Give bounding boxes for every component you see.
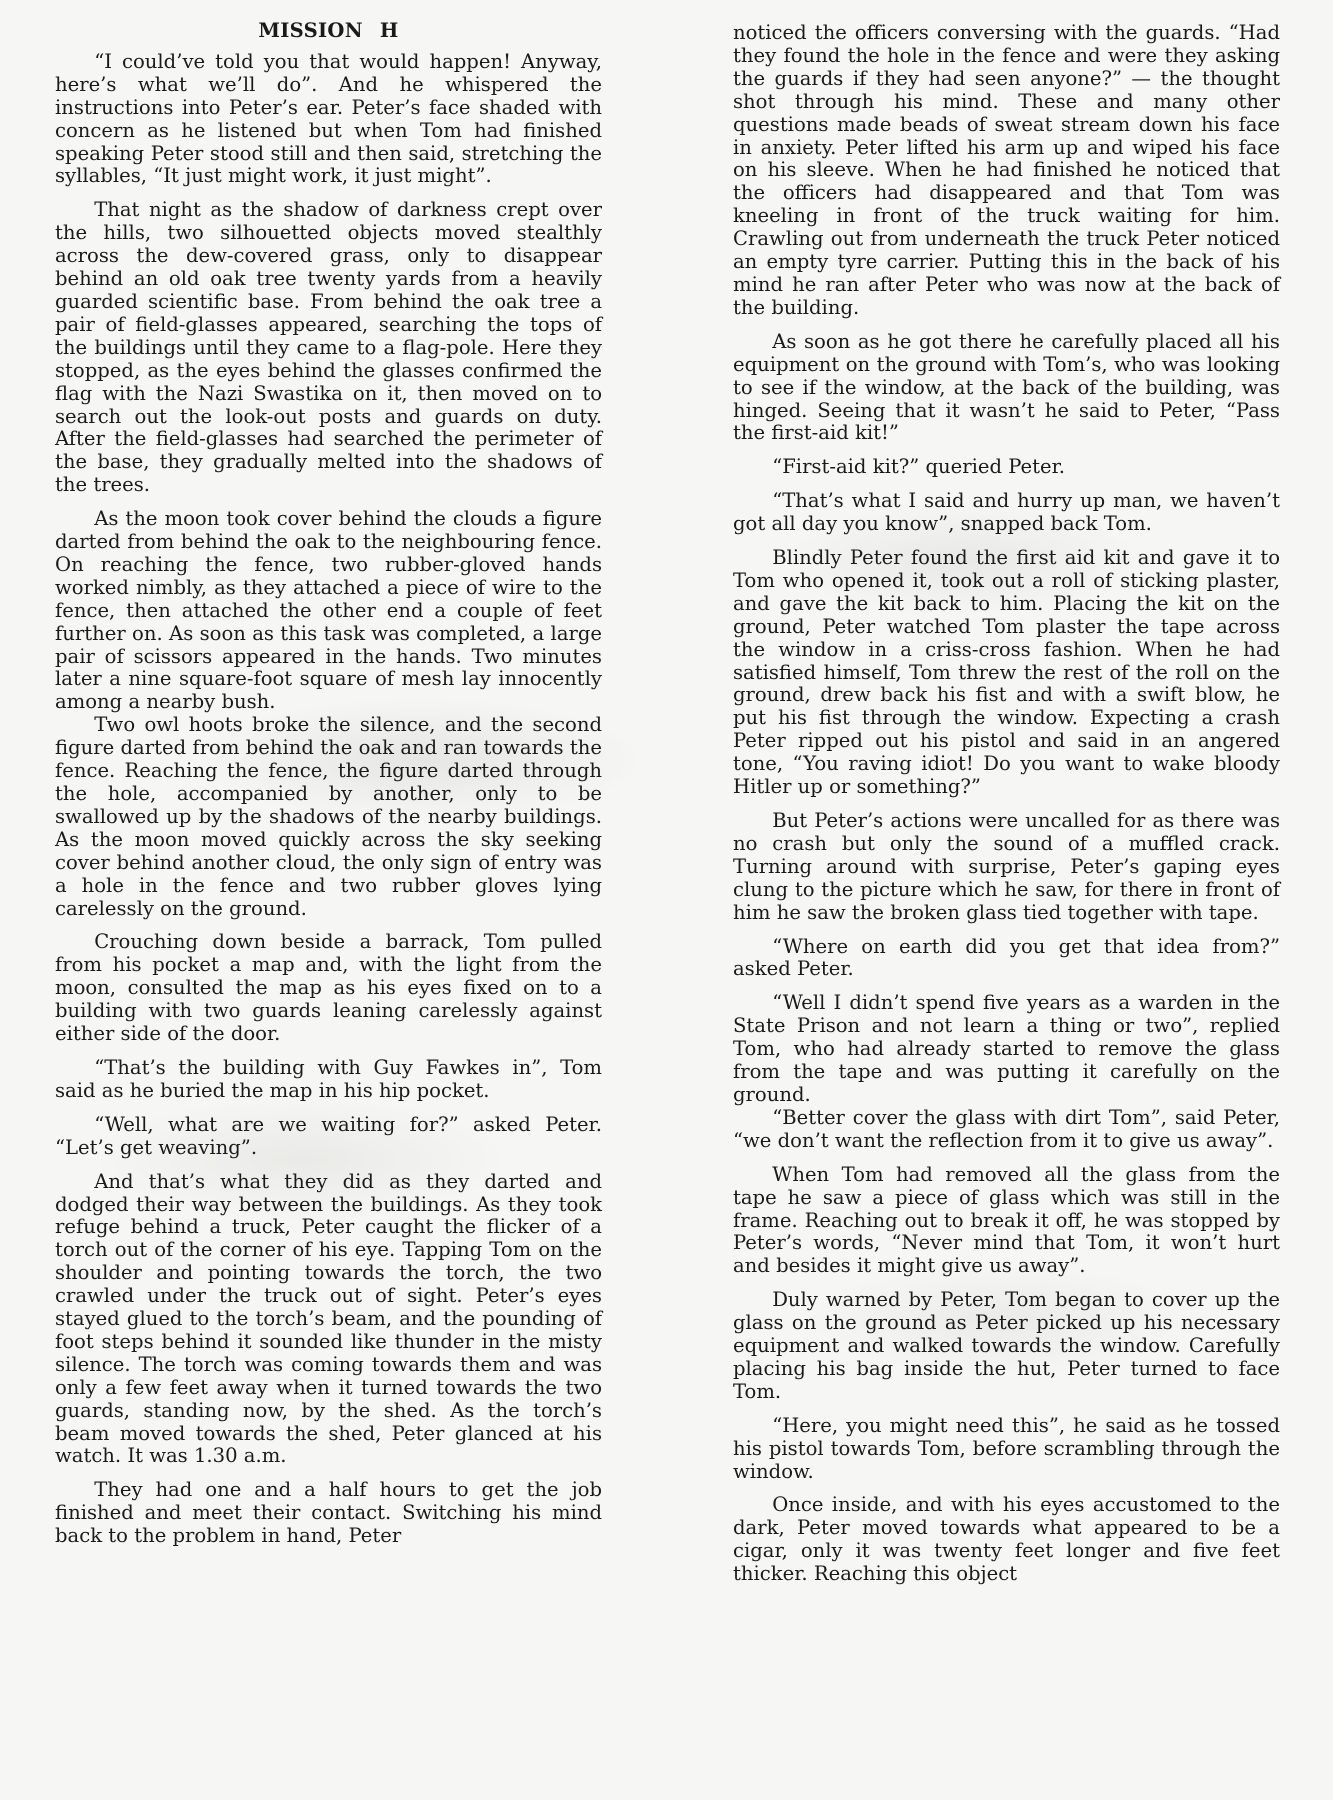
- paragraph: They had one and a half hours to get the job finished and meet their contact. Switching his mind back to the problem in hand, Peter: [55, 1478, 602, 1548]
- paragraph: “Better cover the glass with dirt Tom”, said Peter, “we don’t want the reflection from it to give us away”.: [733, 1105, 1280, 1152]
- paragraph: When Tom had removed all the glass from the tape he saw a piece of glass which was still in the frame. Reaching out to break it off, he was stopped by Peter’s words, “Never mind that Tom, it won’t hurt and besides it might give us away”.: [733, 1162, 1280, 1278]
- paragraph: “That’s what I said and hurry up man, we haven’t got all day you know”, snapped back Tom.: [733, 489, 1280, 536]
- paragraph: noticed the officers conversing with the guards. “Had they found the hole in the fence and were they asking the guards if they had seen anyone?” — the thought shot through his mind. These and many other questions made beads of sweat stream down his face in anxiety. Peter lifted his arm up and wiped his face on his sleeve. When he had finished he noticed that the officers had disappeared and that Tom was kneeling in front of the truck waiting for him. Crawling out from underneath the truck Peter noticed an empty tyre carrier. Putting this in the back of his mind he ran after Peter who was now at the back of the building.: [733, 21, 1280, 319]
- paragraph: “Here, you might need this”, he said as he tossed his pistol towards Tom, before scrambling through the window.: [733, 1413, 1280, 1483]
- paragraph: “I could’ve told you that would happen! Anyway, here’s what we’ll do”. And he whispered the instructions into Peter’s ear. Peter’s face shaded with concern as he listened but when Tom had finished speaking Peter stood still and then said, stretching the syllables, “It just might work, it just might”.: [55, 49, 602, 188]
- right-column: [733, 22, 1280, 1597]
- paragraph: “Where on earth did you get that idea from?” asked Peter.: [733, 934, 1280, 981]
- paragraph: Blindly Peter found the first aid kit and gave it to Tom who opened it, took out a roll of sticking plaster, and gave the kit back to him. Placing the kit on the ground, Peter watched Tom plaster the tape across the window in a criss-cross fashion. When he had satisfied himself, Tom threw the rest of the roll on the ground, drew back his fist and with a swift blow, he put his fist through the window. Expecting a crash Peter ripped out his pistol and said in an angered tone, “You raving idiot! Do you want to wake bloody Hitler up or something?”: [733, 546, 1280, 799]
- paragraph: As soon as he got there he carefully placed all his equipment on the ground with Tom’s, who was looking to see if the window, at the back of the building, was hinged. Seeing that it wasn’t he said to Peter, “Pass the first-aid kit!”: [733, 329, 1280, 445]
- left-column: [55, 18, 602, 1559]
- paragraph: Duly warned by Peter, Tom began to cover up the glass on the ground as Peter picked up his necessary equipment and walked towards the window. Carefully placing his bag inside the hut, Peter turned to face Tom.: [733, 1288, 1280, 1403]
- paragraph: And that’s what they did as they darted and dodged their way between the buildings. As they took refuge behind a truck, Peter caught the flicker of a torch out of the corner of his eye. Tapping Tom on the shoulder and pointing towards the torch, the two crawled under the truck out of sight. Peter’s eyes stayed glued to the torch’s beam, and the pounding of foot steps behind it sounded like thunder in the misty silence. The torch was coming towards them and was only a few feet away when it turned towards the two guards, standing now, by the shed. As the torch’s beam moved towards the shed, Peter glanced at his watch. It was 1.30 a.m.: [55, 1169, 602, 1468]
- paragraph: But Peter’s actions were uncalled for as there was no crash but only the sound of a muffled crack. Turning around with surprise, Peter’s gaping eyes clung to the picture which he saw, for there in front of him he saw the broken glass tied together with tape.: [733, 809, 1280, 924]
- story-title: MISSION H: [258, 19, 399, 42]
- paragraph: Crouching down beside a barrack, Tom pulled from his pocket a map and, with the light from the moon, consulted the map as his eyes fixed on to a building with two guards leaning carelessly against either side of the door.: [55, 930, 602, 1046]
- paragraph: “First-aid kit?” queried Peter.: [772, 455, 1066, 479]
- paragraph: Once inside, and with his eyes accustomed to the dark, Peter moved towards what appeared to be a cigar, only it was twenty feet longer and five feet thicker. Reaching this object: [733, 1493, 1280, 1586]
- paragraph: Two owl hoots broke the silence, and the second figure darted from behind the oak and ran towards the fence. Reaching the fence, the figure darted through the hole, accompanied by another, only to be swallowed up by the shadows of the nearby buildings. As the moon moved quickly across the sky seeking cover behind another cloud, the only sign of entry was a hole in the fence and two rubber gloves lying carelessly on the ground.: [55, 713, 602, 920]
- paragraph: “That’s the building with Guy Fawkes in”, Tom said as he buried the map in his hip pocket.: [55, 1055, 602, 1102]
- paragraph: “Well, what are we waiting for?” asked Peter. “Let’s get weaving”.: [55, 1112, 602, 1159]
- paragraph: As the moon took cover behind the clouds a figure darted from behind the oak to the neighbouring fence. On reaching the fence, two rubber-gloved hands worked nimbly, as they attached a piece of wire to the fence, then attached the other end a couple of feet further on. As soon as this task was completed, a large pair of scissors appeared in the hands. Two minutes later a nine square-foot square of mesh lay innocently among a nearby bush.: [55, 507, 602, 714]
- paragraph: That night as the shadow of darkness crept over the hills, two silhouetted objects moved stealthly across the dew-covered grass, only to disappear behind an old oak tree twenty yards from a heavily guarded scientific base. From behind the oak tree a pair of field-glasses appeared, searching the tops of the buildings until they came to a flag-pole. Here they stopped, as the eyes behind the glasses confirmed the flag with the Nazi Swastika on it, then moved on to search out the look-out posts and guards on duty. After the field-glasses had searched the perimeter of the base, they gradually melted into the shadows of the trees.: [55, 198, 602, 497]
- paragraph: “Well I didn’t spend five years as a warden in the State Prison and not learn a thing or two”, replied Tom, who had already started to remove the glass from the tape and was putting it carefully on the ground.: [733, 991, 1280, 1106]
